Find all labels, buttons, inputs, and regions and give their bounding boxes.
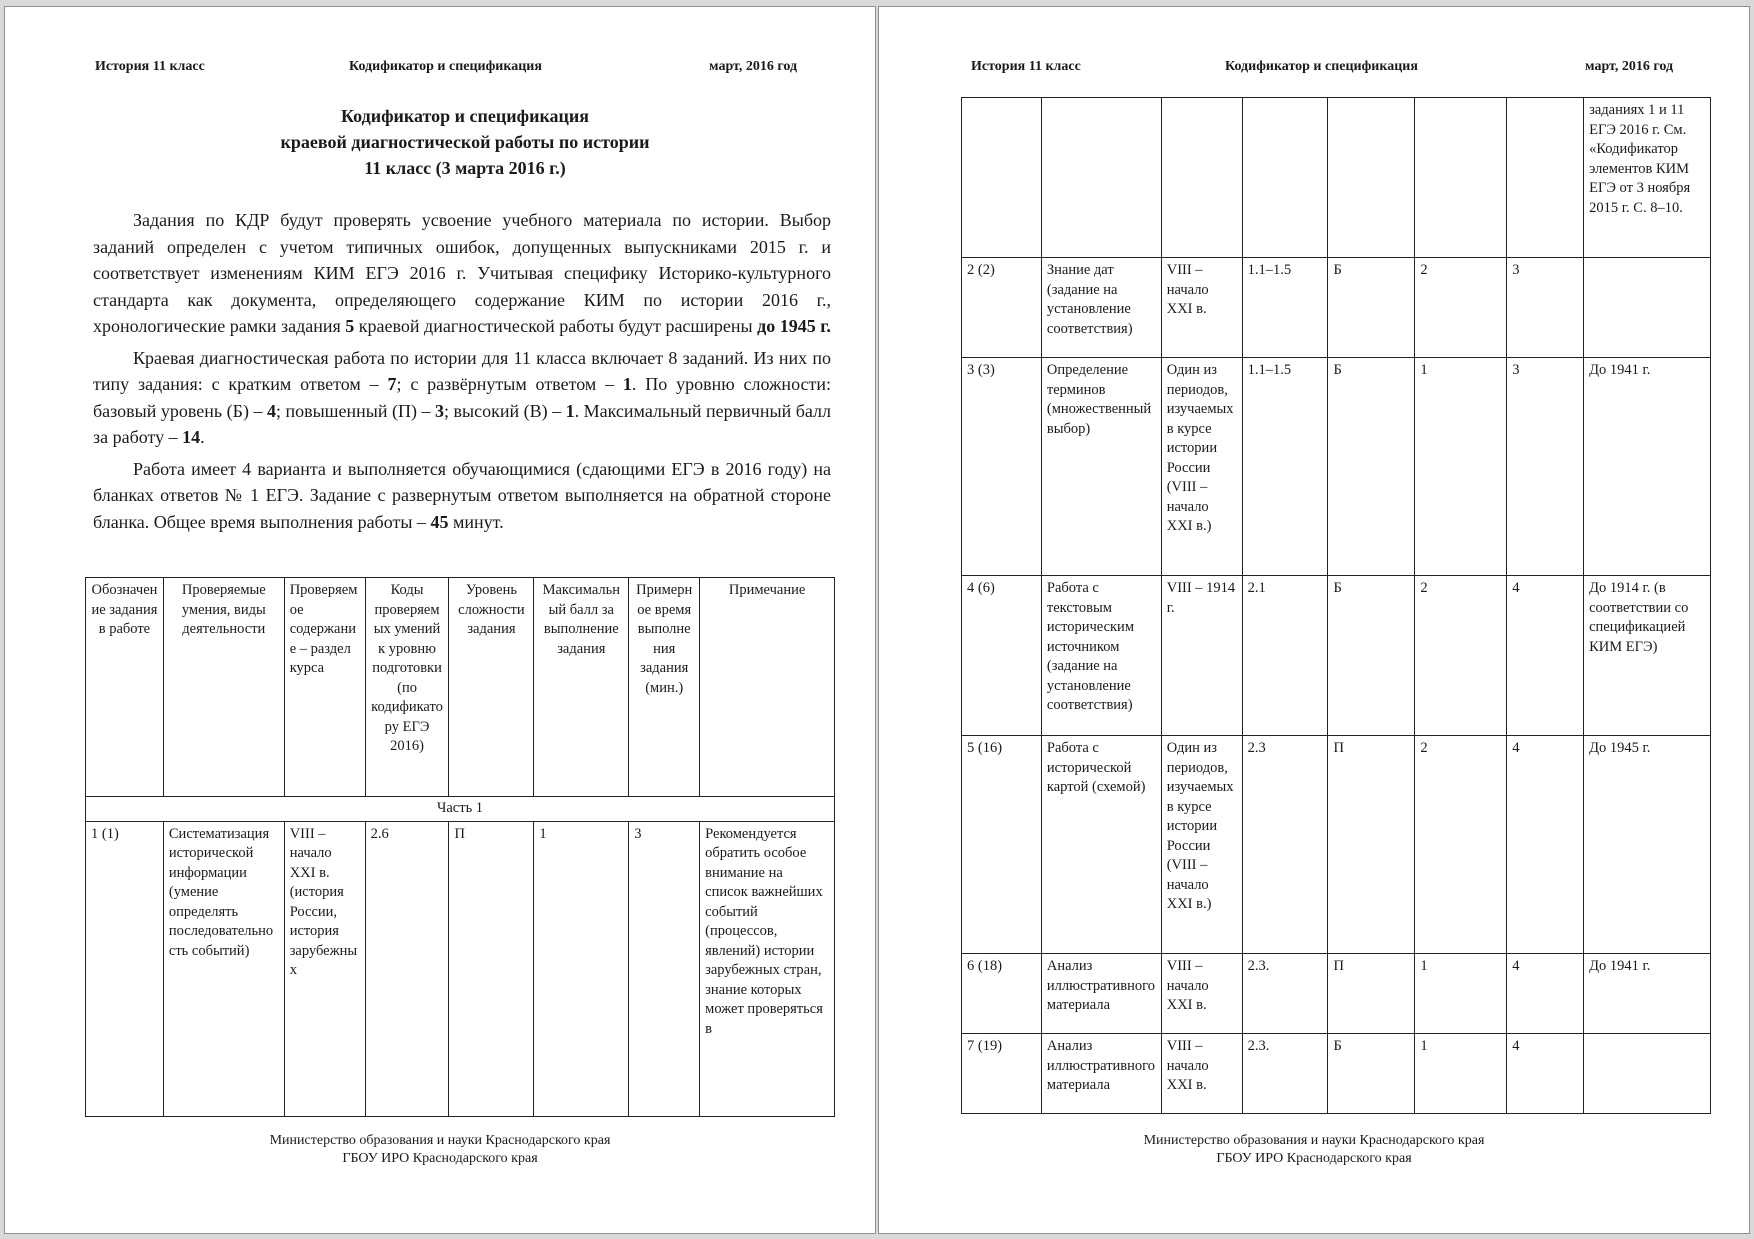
- table-row: [962, 576, 1711, 736]
- table-cell: 2.3.: [1242, 1034, 1328, 1114]
- para-text: краевой диагностической работы будут расширены: [354, 316, 758, 336]
- table-header-cell: Максимальный балл за выполнение задания: [534, 578, 629, 797]
- document-title: [95, 103, 835, 181]
- header-doc-type: Кодификатор и спецификация: [349, 59, 542, 74]
- table-cell: VIII – 1914 г.: [1161, 576, 1242, 736]
- para-bold: 45: [430, 511, 449, 532]
- table-header-cell: Проверяемое содержание – раздел курса: [284, 578, 365, 797]
- table-cell: [1041, 98, 1161, 258]
- table-cell: [1507, 98, 1584, 258]
- para-bold: 5: [345, 316, 355, 336]
- table-cell: [1242, 98, 1328, 258]
- table-cell: До 1914 г. (в соответствии со спецификацией КИМ ЕГЭ): [1584, 576, 1711, 736]
- table-cell: 2: [1415, 576, 1507, 736]
- table-cell: [1328, 98, 1415, 258]
- para-bold: 4: [266, 400, 276, 421]
- table-cell: Работа с исторической картой (схемой): [1041, 736, 1161, 954]
- table-cell: Один из периодов, изучаемых в курсе истории России (VIII – начало XXI в.): [1161, 736, 1242, 954]
- page-footer: [879, 1132, 1749, 1168]
- table-header-cell: Примечание: [700, 578, 835, 797]
- para-text: минут.: [448, 511, 504, 532]
- table-cell: [1161, 98, 1242, 258]
- table-cell: [1415, 98, 1507, 258]
- table-cell: Один из периодов, изучаемых в курсе истории России (VIII – начало XXI в.): [1161, 358, 1242, 576]
- table-cell: Анализ иллюстративного материала: [1041, 1034, 1161, 1114]
- document-body: [93, 207, 831, 535]
- table-cell: 2.3: [1242, 736, 1328, 954]
- table-cell: 1: [534, 821, 629, 1116]
- page-footer: [5, 1132, 875, 1168]
- header-date: март, 2016 год: [709, 59, 798, 74]
- page-header: [879, 59, 1749, 79]
- table-cell: П: [1328, 954, 1415, 1034]
- table-cell: 1.1–1.5: [1242, 358, 1328, 576]
- section-label: Часть 1: [86, 797, 835, 822]
- table-row: [962, 954, 1711, 1034]
- table-cell: 1.1–1.5: [1242, 258, 1328, 358]
- table-cell: 4 (6): [962, 576, 1042, 736]
- table-cell: 3 (3): [962, 358, 1042, 576]
- table-cell: [1584, 258, 1711, 358]
- table-cell: 3: [1507, 358, 1584, 576]
- table-row: [962, 98, 1711, 258]
- table-header-cell: Примерное время выполнения задания (мин.): [629, 578, 700, 797]
- table-header-cell: Обозначение задания в работе: [86, 578, 164, 797]
- footer-line-1: Министерство образования и науки Краснодарского края: [269, 1133, 611, 1148]
- page-header: [5, 59, 875, 79]
- table-cell: 6 (18): [962, 954, 1042, 1034]
- table-cell: [1584, 1034, 1711, 1114]
- header-date: март, 2016 год: [1585, 59, 1674, 74]
- table-cell: 7 (19): [962, 1034, 1042, 1114]
- table-cell: VIII – начало XXI в. (история России, история зарубежных: [284, 821, 365, 1116]
- table-cell: 2: [1415, 736, 1507, 954]
- table-cell: VIII – начало XXI в.: [1161, 258, 1242, 358]
- table-cell: 5 (16): [962, 736, 1042, 954]
- table-row: [86, 821, 835, 1116]
- table-cell: 3: [629, 821, 700, 1116]
- para-bold: до 1945 г.: [757, 316, 831, 336]
- table-cell: Систематизация исторической информации (умение определять последовательность событий): [163, 821, 284, 1116]
- table-cell: Б: [1328, 576, 1415, 736]
- paragraph-intro: [93, 207, 831, 340]
- table-cell: 2.3.: [1242, 954, 1328, 1034]
- table-cell: 2.1: [1242, 576, 1328, 736]
- table-row: [962, 258, 1711, 358]
- table-cell: До 1945 г.: [1584, 736, 1711, 954]
- table-cell: 2: [1415, 258, 1507, 358]
- table-cell: 1: [1415, 358, 1507, 576]
- table-row: [962, 736, 1711, 954]
- table-cell: Б: [1328, 1034, 1415, 1114]
- header-subject: История 11 класс: [95, 59, 205, 74]
- para-text: . По уровню сложности: базовый уровень (Б) –: [93, 374, 832, 421]
- table-row: [962, 358, 1711, 576]
- title-line-2: краевой диагностической работы по истории: [280, 132, 650, 152]
- title-line-3: 11 класс (3 марта 2016 г.): [364, 158, 566, 178]
- spec-table: [85, 577, 835, 1117]
- para-text: . Максимальный первичный балл за работу –: [93, 400, 831, 447]
- footer-line-2: ГБОУ ИРО Краснодарского края: [342, 1151, 538, 1166]
- table-header-cell: Уровень сложности задания: [449, 578, 534, 797]
- para-text: ; повышенный (П) –: [275, 400, 436, 421]
- para-text: .: [200, 427, 205, 447]
- para-bold: 7: [387, 374, 397, 394]
- table-cell: 1: [1415, 1034, 1507, 1114]
- title-line-1: Кодификатор и спецификация: [340, 106, 590, 126]
- table-cell: 4: [1507, 576, 1584, 736]
- table-cell: 2 (2): [962, 258, 1042, 358]
- table-section-row: [86, 797, 835, 822]
- table-cell: 4: [1507, 736, 1584, 954]
- table-cell: Б: [1328, 258, 1415, 358]
- table-cell: 3: [1507, 258, 1584, 358]
- paragraph-variants: [93, 456, 831, 536]
- table-cell: 2.6: [365, 821, 449, 1116]
- table-cell: Определение терминов (множественный выбор): [1041, 358, 1161, 576]
- footer-line-1: Министерство образования и науки Краснодарского края: [1143, 1133, 1485, 1148]
- table-cell: Анализ иллюстративного материала: [1041, 954, 1161, 1034]
- table-cell: 1: [1415, 954, 1507, 1034]
- para-text: Краевая диагностическая работа по истории для 11 класса включает 8 заданий. Из них по типу задания: с кратким ответом –: [93, 347, 831, 394]
- para-text: ; с развёрнутым ответом –: [396, 374, 623, 394]
- table-cell: До 1941 г.: [1584, 954, 1711, 1034]
- page-left: [4, 6, 876, 1234]
- table-cell: До 1941 г.: [1584, 358, 1711, 576]
- para-text: ; высокий (В) –: [444, 400, 566, 421]
- table-cell: Рекомендуется обратить особое внимание на список важнейших событий (процессов, явлений) истории зарубежных стран, знание которых может проверяться в: [700, 821, 835, 1116]
- table-cell: VIII – начало XXI в.: [1161, 954, 1242, 1034]
- para-text: Задания по КДР будут проверять усвоение учебного материала по истории. Выбор заданий определен с учетом типичных ошибок, допущенных выпускниками 2015 г. и соответствует изменениям КИМ ЕГЭ 2016 г. Учитывая специфику Историко-культурного стандарта как документа, определяющего содержание КИМ по истории 2016 г., хронологические рамки задания: [93, 210, 831, 336]
- table-cell: Знание дат (задание на установление соответствия): [1041, 258, 1161, 358]
- table-header-cell: Проверяемые умения, виды деятельности: [163, 578, 284, 797]
- header-doc-type: Кодификатор и спецификация: [1225, 59, 1418, 74]
- para-bold: 3: [435, 400, 445, 421]
- table-cell: заданиях 1 и 11 ЕГЭ 2016 г. См. «Кодификатор элементов КИМ ЕГЭ от 3 ноября 2015 г. С. 8–10.: [1584, 98, 1711, 258]
- table-cell: Работа с текстовым историческим источником (задание на установление соответствия): [1041, 576, 1161, 736]
- header-subject: История 11 класс: [971, 59, 1081, 74]
- table-row: [962, 1034, 1711, 1114]
- para-bold: 14: [182, 427, 201, 447]
- table-cell: П: [1328, 736, 1415, 954]
- para-bold: 1: [565, 400, 575, 421]
- table-header-cell: Коды проверяемых умений к уровню подготовки (по кодификатору ЕГЭ 2016): [365, 578, 449, 797]
- spec-table-continued: [961, 97, 1711, 1114]
- table-cell: [962, 98, 1042, 258]
- paragraph-structure: [93, 345, 831, 451]
- table-header-row: [86, 578, 835, 797]
- footer-line-2: ГБОУ ИРО Краснодарского края: [1216, 1151, 1412, 1166]
- table-cell: 4: [1507, 954, 1584, 1034]
- para-text: Работа имеет 4 варианта и выполняется обучающимися (сдающими ЕГЭ в 2016 году) на бланках ответов № 1 ЕГЭ. Задание с развернутым ответом выполняется на обратной стороне бланка. Общее время выполнения работы –: [93, 458, 831, 532]
- table-cell: Б: [1328, 358, 1415, 576]
- table-cell: VIII – начало XXI в.: [1161, 1034, 1242, 1114]
- table-cell: 1 (1): [86, 821, 164, 1116]
- table-cell: П: [449, 821, 534, 1116]
- table-cell: 4: [1507, 1034, 1584, 1114]
- para-bold: 1: [622, 374, 632, 394]
- page-right: [878, 6, 1750, 1234]
